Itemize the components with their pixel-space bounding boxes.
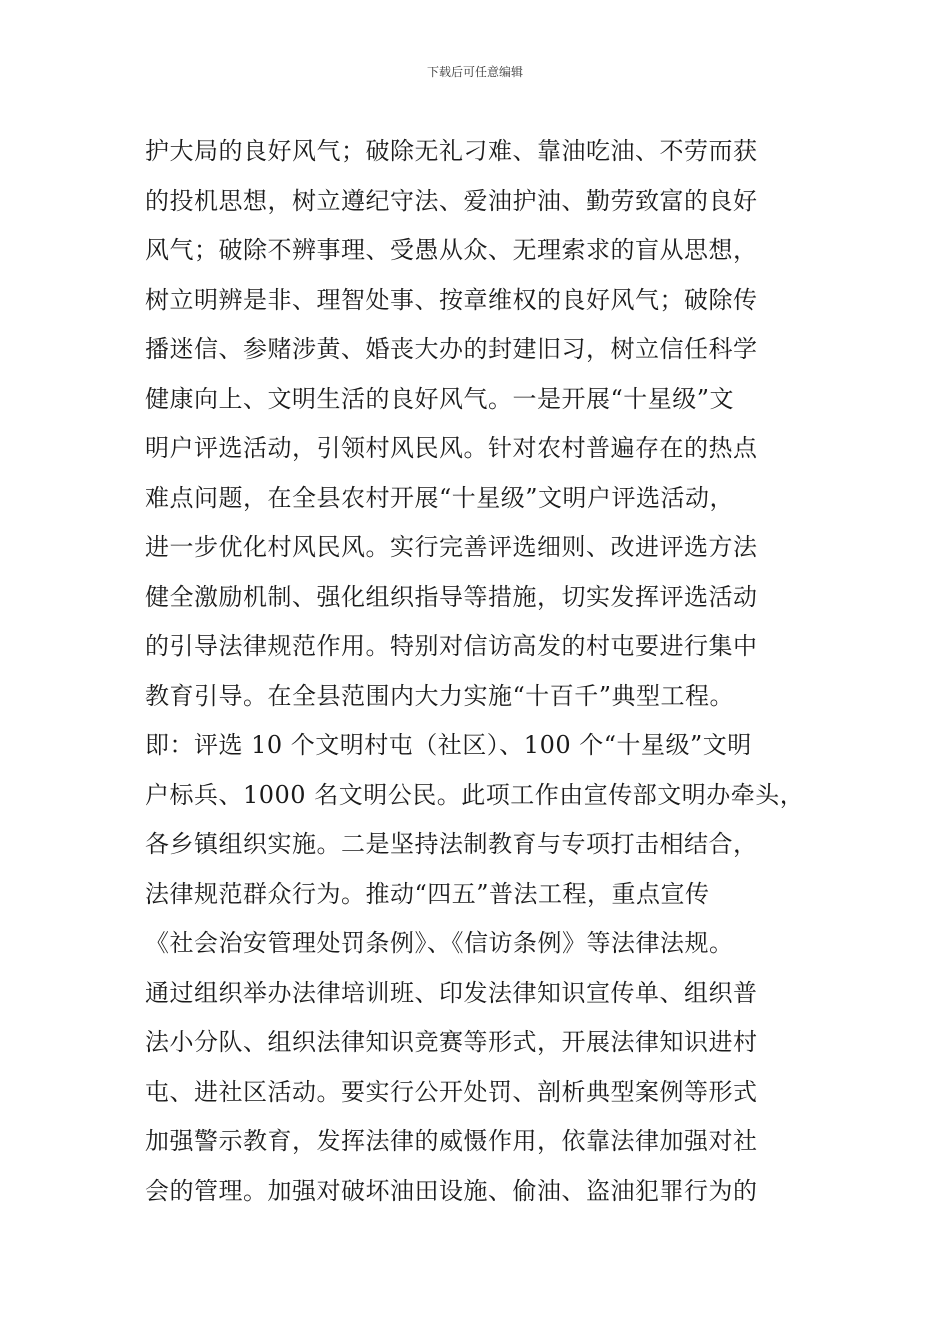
body-line: 的投机思想，树立遵纪守法、爱油护油、勤劳致富的良好: [145, 186, 758, 215]
body-line: 的引导法律规范作用。特别对信访高发的村屯要进行集中: [145, 632, 758, 660]
page-header-note: 下载后可任意编辑: [426, 65, 523, 79]
body-line: 护大局的良好风气；破除无礼刁难、靠油吃油、不劳而获: [145, 137, 758, 165]
body-line: 树立明辨是非、理智处事、按章维权的良好风气；破除传: [145, 285, 758, 314]
body-line: 风气；破除不辨事理、受愚从众、无理索求的盲从思想，: [145, 236, 758, 264]
document-body: [145, 127, 815, 1216]
body-line: 明户评选活动，引领村风民风。针对农村普遍存在的热点: [145, 434, 758, 462]
body-line: 健全激励机制、强化组织指导等措施，切实发挥评选活动: [145, 582, 758, 611]
body-line: 通过组织举办法律培训班、印发法律知识宣传单、组织普: [145, 978, 758, 1007]
body-line: 难点问题，在全县农村开展“十星级”文明户评选活动，: [145, 483, 735, 512]
body-line: 健康向上、文明生活的良好风气。一是开展“十星级”文: [145, 384, 735, 413]
body-line: 即：评选 10 个文明村屯（社区）、100 个“十星级”文明: [145, 731, 752, 759]
body-line: 播迷信、参赌涉黄、婚丧大办的封建旧习，树立信任科学: [145, 335, 758, 363]
body-line: 教育引导。在全县范围内大力实施“十百千”典型工程。: [145, 681, 735, 710]
body-line: 户标兵、1000 名文明公民。此项工作由宣传部文明办牵头，: [145, 780, 805, 809]
body-line: 法小分队、组织法律知识竞赛等形式，开展法律知识进村: [145, 1028, 758, 1056]
body-line: 屯、进社区活动。要实行公开处罚、剖析典型案例等形式: [145, 1077, 758, 1106]
body-line: 法律规范群众行为。推动“四五”普法工程，重点宣传: [145, 879, 710, 908]
body-line: 《社会治安管理处罚条例》、《信访条例》等法律法规。: [145, 929, 734, 957]
body-line: 进一步优化村风民风。实行完善评选细则、改进评选方法: [145, 533, 758, 561]
body-line: 加强警示教育，发挥法律的威慑作用，依靠法律加强对社: [145, 1127, 758, 1155]
body-line: 各乡镇组织实施。二是坚持法制教育与专项打击相结合，: [145, 830, 758, 858]
body-line: 会的管理。加强对破坏油田设施、偷油、盗油犯罪行为的: [145, 1176, 758, 1205]
